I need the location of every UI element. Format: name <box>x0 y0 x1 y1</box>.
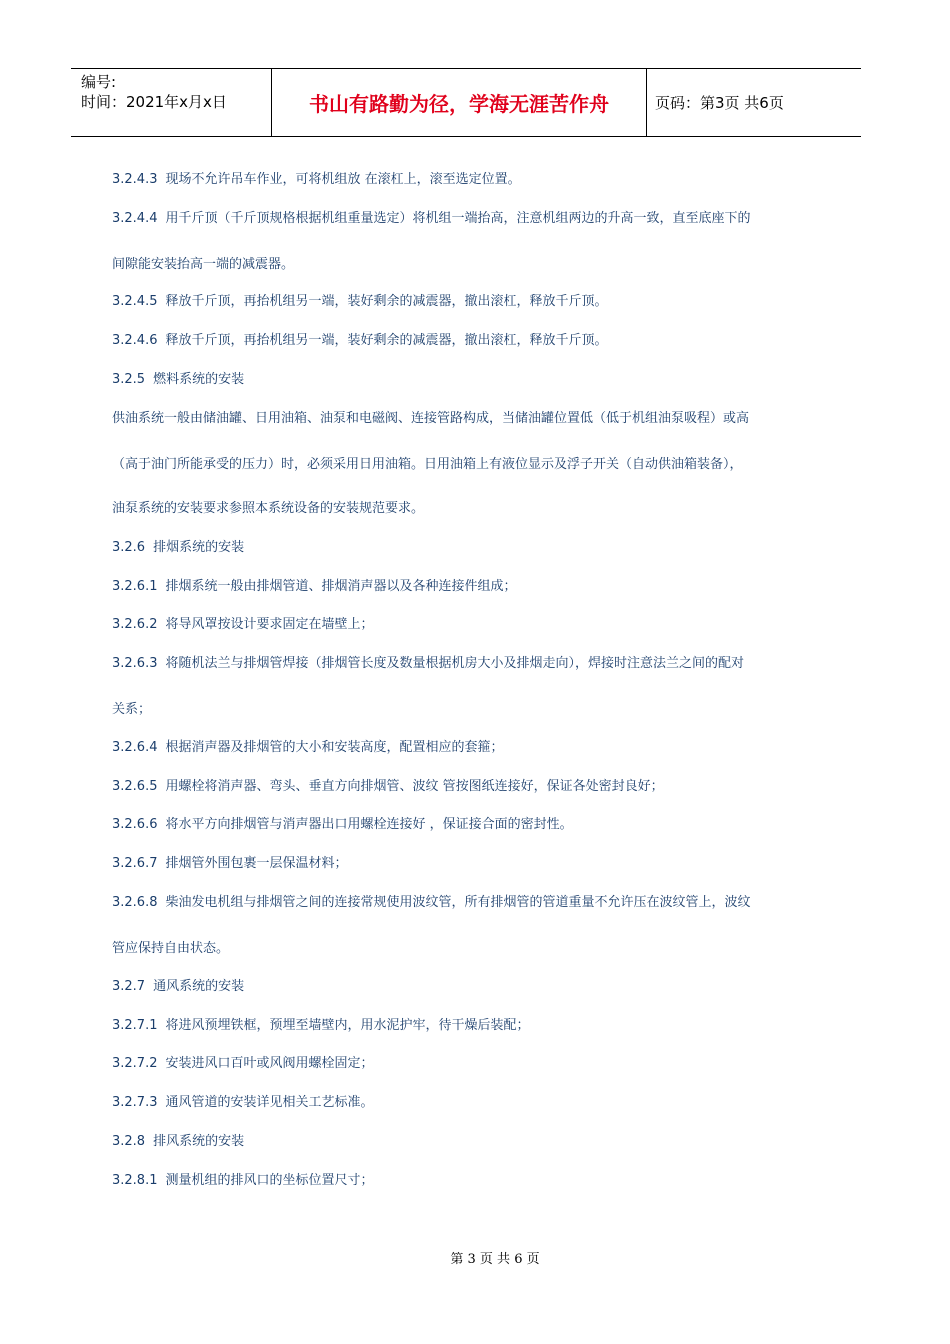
line-text: 释放千斤顶，再抬机组另一端，装好剩余的减震器，撤出滚杠，释放千斤顶。 <box>165 294 608 309</box>
line-text: 燃料系统的安装 <box>153 372 245 387</box>
section-number: 3.2.6.3 <box>112 656 158 671</box>
line-text: 将进风预埋铁框，预埋至墙壁内，用水泥护牢，待干燥后装配； <box>165 1018 530 1033</box>
header-page-info: 页码：第3页 共6页 <box>655 94 784 112</box>
line-text: 排烟管外围包裹一层保温材料； <box>165 856 348 871</box>
line-text: 根据消声器及排烟管的大小和安装高度，配置相应的套箍； <box>165 740 504 755</box>
section-number: 3.2.5 <box>112 372 146 387</box>
header-meta <box>71 69 272 136</box>
document-number-label: 编号: <box>81 73 117 91</box>
body-line <box>112 1095 374 1111</box>
line-text: 排风系统的安装 <box>153 1134 245 1149</box>
line-text: 用螺栓将消声器、弯头、垂直方向排烟管、波纹 管按图纸连接好，保证各处密封良好； <box>165 779 664 794</box>
body-line <box>112 1018 530 1034</box>
header-motto: 书山有路勤为径，学海无涯苦作舟 <box>272 69 647 136</box>
section-number: 3.2.8.1 <box>112 1173 158 1188</box>
body-line <box>112 257 294 273</box>
body-line <box>112 1056 374 1072</box>
section-number: 3.2.7.2 <box>112 1056 158 1071</box>
section-number: 3.2.6.2 <box>112 617 158 632</box>
line-text: 间隙能安装抬高一端的减震器。 <box>112 257 295 272</box>
line-text: 柴油发电机组与排烟管之间的连接常规使用波纹管，所有排烟管的管道重量不允许压在波纹管上，波纹 <box>165 895 751 910</box>
body-line <box>112 1134 244 1150</box>
line-text: （高于油门所能承受的压力）时，必须采用日用油箱。日用油箱上有液位显示及浮子开关（自动供油箱装备）， <box>112 457 743 472</box>
section-number: 3.2.4.5 <box>112 294 158 309</box>
line-text: 测量机组的排风口的坐标位置尺寸； <box>165 1173 374 1188</box>
body-line <box>112 294 608 310</box>
section-number: 3.2.6.6 <box>112 817 158 832</box>
body-line <box>112 617 374 633</box>
line-text: 油泵系统的安装要求参照本系统设备的安装规范要求。 <box>112 501 425 516</box>
line-text: 管应保持自由状态。 <box>112 941 230 956</box>
section-number: 3.2.4.3 <box>112 172 158 187</box>
page-header <box>71 68 861 137</box>
section-number: 3.2.6.1 <box>112 579 158 594</box>
body-line <box>112 172 521 188</box>
section-number: 3.2.4.6 <box>112 333 158 348</box>
body-line <box>112 540 244 556</box>
line-text: 通风系统的安装 <box>153 979 245 994</box>
body-line <box>112 333 608 349</box>
section-number: 3.2.7.1 <box>112 1018 158 1033</box>
section-number: 3.2.8 <box>112 1134 146 1149</box>
line-text: 关系； <box>112 702 152 717</box>
page-footer: 第 3 页 共 6 页 <box>450 1252 540 1267</box>
section-number: 3.2.7.3 <box>112 1095 158 1110</box>
section-number: 3.2.6.5 <box>112 779 158 794</box>
section-number: 3.2.7 <box>112 979 146 994</box>
line-text: 将随机法兰与排烟管焊接（排烟管长度及数量根据机房大小及排烟走向），焊接时注意法兰之间的配对 <box>165 656 744 671</box>
body-line <box>112 1173 374 1189</box>
body-line <box>112 979 244 995</box>
line-text: 供油系统一般由储油罐、日用油箱、油泵和电磁阀、连接管路构成，当储油罐位置低（低于机组油泵吸程）或高 <box>112 411 750 426</box>
line-text: 排烟系统的安装 <box>153 540 245 555</box>
body-line <box>112 702 151 718</box>
line-text: 排烟系统一般由排烟管道、排烟消声器以及各种连接件组成； <box>165 579 517 594</box>
body-line <box>112 457 743 473</box>
line-text: 用千斤顶（千斤顶规格根据机组重量选定）将机组一端抬高，注意机组两边的升高一致，直至底座下的 <box>165 211 751 226</box>
body-line <box>112 895 751 911</box>
body-line <box>112 656 744 672</box>
body-line <box>112 941 229 957</box>
document-time-label: 时间：2021年x月x日 <box>81 93 227 111</box>
line-text: 释放千斤顶，再抬机组另一端，装好剩余的减震器，撤出滚杠，释放千斤顶。 <box>165 333 608 348</box>
body-line <box>112 501 424 517</box>
line-text: 将水平方向排烟管与消声器出口用螺栓连接好 ，保证接合面的密封性。 <box>165 817 573 832</box>
body-line <box>112 211 751 227</box>
section-number: 3.2.6.4 <box>112 740 158 755</box>
body-line <box>112 579 517 595</box>
section-number: 3.2.6 <box>112 540 146 555</box>
line-text: 将导风罩按设计要求固定在墙壁上； <box>165 617 374 632</box>
body-line <box>112 856 348 872</box>
body-line <box>112 372 244 388</box>
body-line <box>112 817 573 833</box>
body-line <box>112 740 504 756</box>
line-text: 通风管道的安装详见相关工艺标准。 <box>165 1095 374 1110</box>
section-number: 3.2.6.7 <box>112 856 158 871</box>
body-line <box>112 779 664 795</box>
line-text: 安装进风口百叶或风阀用螺栓固定； <box>165 1056 374 1071</box>
body-line <box>112 411 749 427</box>
section-number: 3.2.6.8 <box>112 895 158 910</box>
line-text: 现场不允许吊车作业，可将机组放 在滚杠上，滚至选定位置。 <box>165 172 521 187</box>
section-number: 3.2.4.4 <box>112 211 158 226</box>
